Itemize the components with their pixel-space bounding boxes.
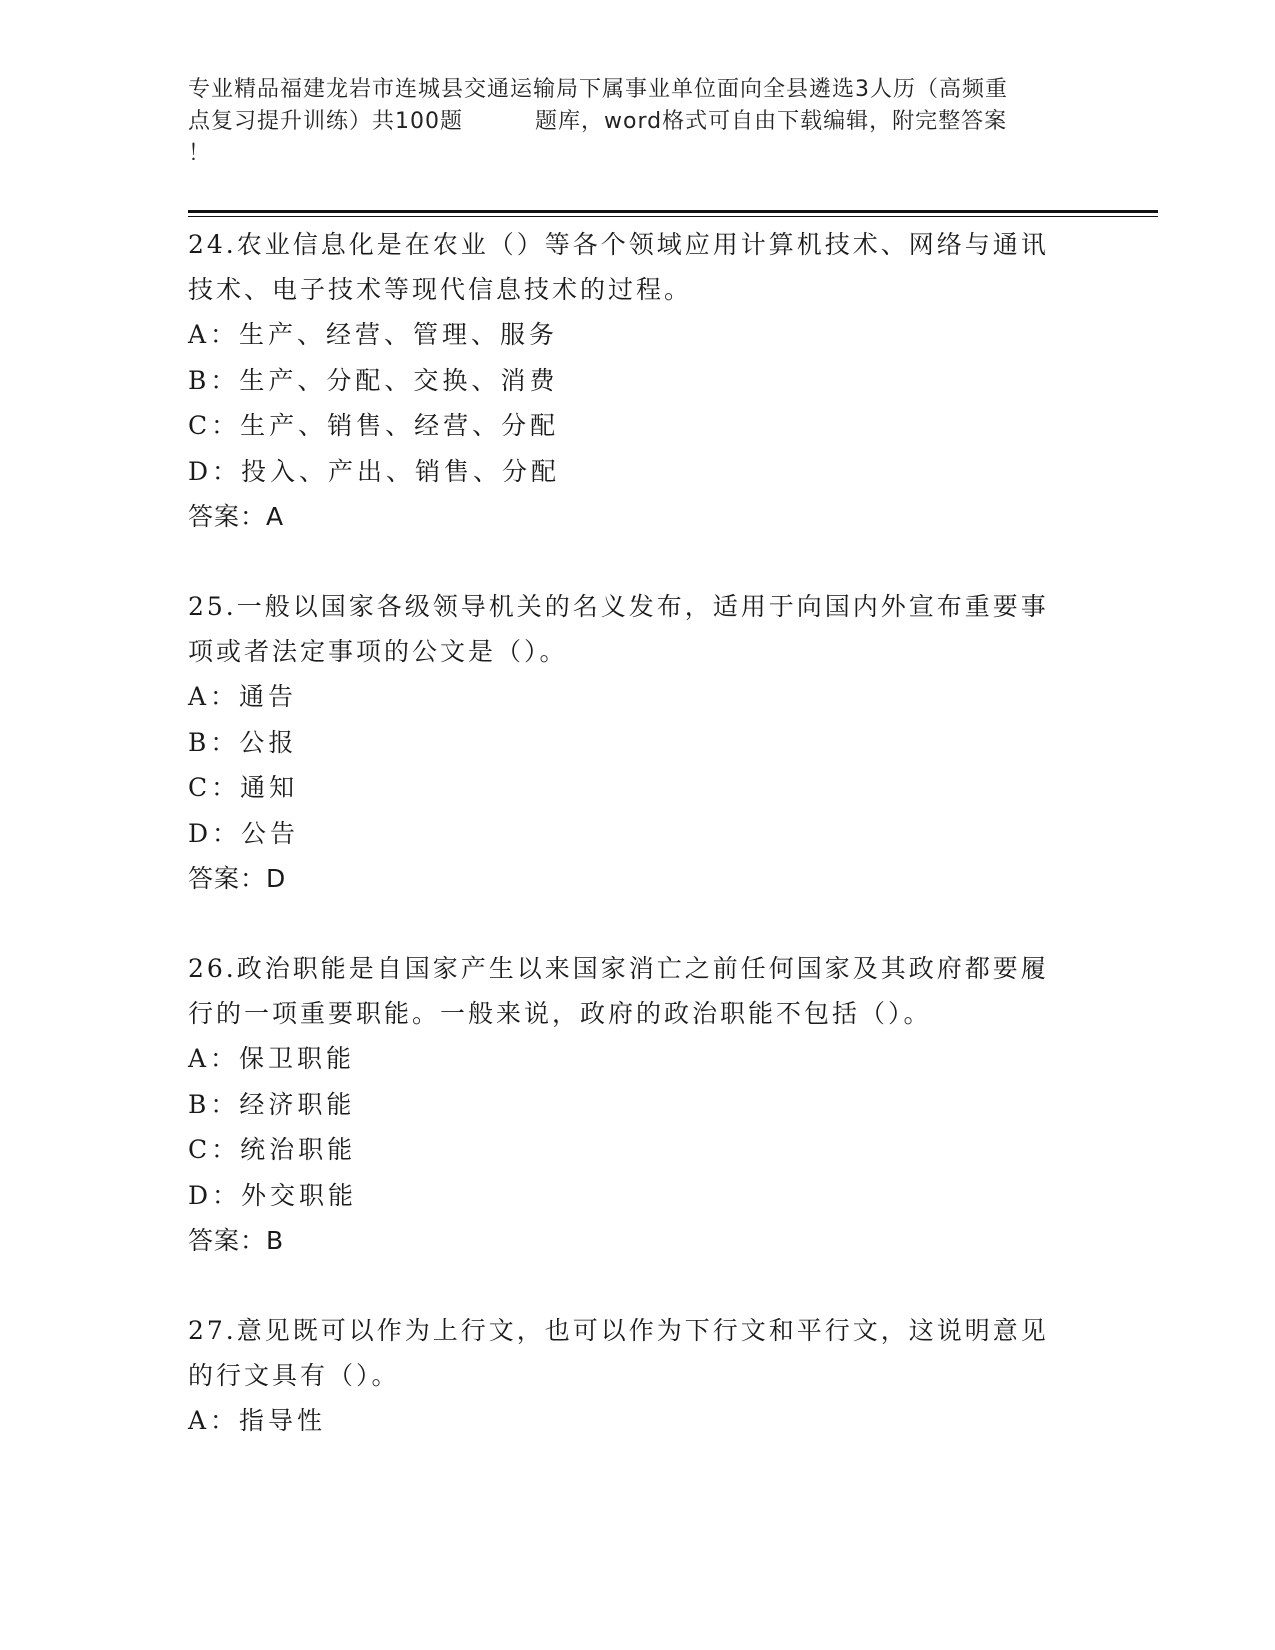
question-24 <box>188 222 1088 539</box>
header-line-1: 专业精品福建龙岩市连城县交通运输局下属事业单位面向全县遴选3人历（高频重 <box>188 77 1008 102</box>
question-stem-line: 25.一般以国家各级领导机关的名义发布，适用于向国内外宣布重要事 <box>188 592 1049 621</box>
header-divider-thick <box>188 210 1158 213</box>
option-c: C：统治职能 <box>188 1135 357 1164</box>
header-line-2-part-2: 题库，word格式可自由下载编辑，附完整答案 <box>535 109 1008 134</box>
question-25 <box>188 584 1088 901</box>
option-d: D：外交职能 <box>188 1180 358 1210</box>
question-27 <box>188 1308 1088 1444</box>
question-stem-line: 行的一项重要职能。一般来说，政府的政治职能不包括（）。 <box>188 999 932 1028</box>
question-stem-line: 的行文具有（）。 <box>188 1361 400 1390</box>
header-divider-thin <box>188 216 1158 217</box>
option-b: B：经济职能 <box>188 1089 356 1119</box>
option-c: C：生产、销售、经营、分配 <box>188 411 560 440</box>
question-stem-line: 项或者法定事项的公文是（）。 <box>188 637 568 666</box>
option-a: A：保卫职能 <box>188 1044 356 1073</box>
question-list <box>188 222 1088 1489</box>
header-line-3: ！ <box>188 141 212 166</box>
option-b: B：生产、分配、交换、消费 <box>188 365 559 395</box>
option-a: A：指导性 <box>188 1406 327 1435</box>
question-stem-line: 技术、电子技术等现代信息技术的过程。 <box>188 275 693 304</box>
option-a: A：通告 <box>188 682 298 711</box>
answer-line: 答案：A <box>188 502 285 531</box>
option-b: B：公报 <box>188 727 298 757</box>
question-26 <box>188 946 1088 1263</box>
document-header <box>188 74 1088 170</box>
option-d: D：投入、产出、销售、分配 <box>188 456 561 486</box>
answer-line: 答案：D <box>188 864 287 893</box>
option-a: A：生产、经营、管理、服务 <box>188 320 559 349</box>
question-stem-line: 27.意见既可以作为上行文，也可以作为下行文和平行文，这说明意见 <box>188 1316 1049 1345</box>
question-stem-line: 26.政治职能是自国家产生以来国家消亡之前任何国家及其政府都要履 <box>188 954 1049 983</box>
answer-line: 答案：B <box>188 1226 285 1255</box>
header-line-2-part-1: 点复习提升训练）共100题 <box>188 109 463 134</box>
question-stem-line: 24.农业信息化是在农业（）等各个领域应用计算机技术、网络与通讯 <box>188 230 1049 259</box>
option-d: D：公告 <box>188 818 300 848</box>
option-c: C：通知 <box>188 773 299 802</box>
header-line-2 <box>188 106 1088 138</box>
